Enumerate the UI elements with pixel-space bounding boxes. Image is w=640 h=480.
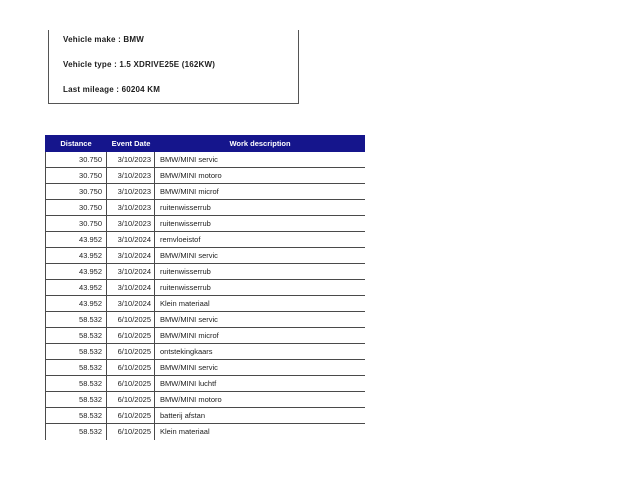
table-row: [45, 232, 365, 248]
cell-description: ontstekingkaars: [160, 347, 213, 356]
cell-date: 6/10/2025: [107, 312, 155, 327]
cell-description: BMW/MINI motoro: [160, 171, 222, 180]
table-row: [45, 168, 365, 184]
table-row: [45, 152, 365, 168]
cell-description: Klein materiaal: [160, 427, 210, 436]
cell-description: BMW/MINI microf: [160, 331, 219, 340]
cell-date: 3/10/2023: [107, 168, 155, 183]
cell-description: BMW/MINI servic: [160, 315, 218, 324]
cell-distance: 58.532: [45, 344, 107, 359]
cell-description: ruitenwisserrub: [160, 283, 211, 292]
service-history-table: [45, 135, 365, 440]
cell-date: 3/10/2023: [107, 200, 155, 215]
cell-distance: 58.532: [45, 312, 107, 327]
cell-distance: 30.750: [45, 152, 107, 167]
cell-distance: 43.952: [45, 264, 107, 279]
cell-date: 6/10/2025: [107, 376, 155, 391]
col-header-event-date: Event Date: [111, 139, 151, 148]
table-row: [45, 264, 365, 280]
cell-description: Klein materiaal: [160, 299, 210, 308]
cell-date: 3/10/2024: [107, 232, 155, 247]
cell-distance: 43.952: [45, 232, 107, 247]
cell-description: ruitenwisserrub: [160, 203, 211, 212]
vehicle-make-line: Vehicle make : BMW: [63, 35, 144, 44]
cell-distance: 30.750: [45, 168, 107, 183]
cell-distance: 30.750: [45, 200, 107, 215]
cell-date: 3/10/2024: [107, 264, 155, 279]
cell-date: 3/10/2024: [107, 296, 155, 311]
cell-description: BMW/MINI luchtf: [160, 379, 217, 388]
cell-date: 6/10/2025: [107, 344, 155, 359]
cell-date: 6/10/2025: [107, 408, 155, 423]
cell-date: 6/10/2025: [107, 328, 155, 343]
cell-distance: 30.750: [45, 216, 107, 231]
vehicle-info-box: [48, 30, 299, 104]
table-row: [45, 392, 365, 408]
cell-description: remvloeistof: [160, 235, 201, 244]
vehicle-type-line: Vehicle type : 1.5 XDRIVE25E (162KW): [63, 60, 216, 69]
cell-distance: 30.750: [45, 184, 107, 199]
cell-description: BMW/MINI motoro: [160, 395, 222, 404]
cell-description: BMW/MINI servic: [160, 363, 218, 372]
cell-distance: 58.532: [45, 424, 107, 440]
cell-date: 3/10/2023: [107, 152, 155, 167]
table-row: [45, 408, 365, 424]
cell-distance: 58.532: [45, 392, 107, 407]
table-row: [45, 296, 365, 312]
cell-description: BMW/MINI servic: [160, 251, 218, 260]
cell-date: 6/10/2025: [107, 424, 155, 440]
cell-distance: 43.952: [45, 280, 107, 295]
table-row: [45, 200, 365, 216]
cell-description: batterij afstan: [160, 411, 206, 420]
col-header-distance: Distance: [60, 139, 92, 148]
table-header-row: [45, 135, 365, 152]
cell-distance: 58.532: [45, 376, 107, 391]
table-row: [45, 424, 365, 440]
table-row: [45, 344, 365, 360]
cell-date: 3/10/2023: [107, 216, 155, 231]
table-row: [45, 248, 365, 264]
cell-date: 6/10/2025: [107, 360, 155, 375]
table-row: [45, 312, 365, 328]
cell-distance: 58.532: [45, 360, 107, 375]
table-row: [45, 360, 365, 376]
table-row: [45, 280, 365, 296]
table-row: [45, 328, 365, 344]
table-row: [45, 376, 365, 392]
cell-distance: 43.952: [45, 248, 107, 263]
col-header-work-description: Work description: [229, 139, 291, 148]
cell-description: BMW/MINI microf: [160, 187, 219, 196]
table-row: [45, 184, 365, 200]
cell-distance: 58.532: [45, 328, 107, 343]
cell-date: 3/10/2023: [107, 184, 155, 199]
cell-description: ruitenwisserrub: [160, 267, 211, 276]
table-body: [45, 152, 365, 440]
cell-description: ruitenwisserrub: [160, 219, 211, 228]
cell-distance: 58.532: [45, 408, 107, 423]
cell-date: 6/10/2025: [107, 392, 155, 407]
cell-date: 3/10/2024: [107, 248, 155, 263]
last-mileage-line: Last mileage : 60204 KM: [63, 85, 161, 94]
table-row: [45, 216, 365, 232]
cell-date: 3/10/2024: [107, 280, 155, 295]
cell-description: BMW/MINI servic: [160, 155, 218, 164]
cell-distance: 43.952: [45, 296, 107, 311]
